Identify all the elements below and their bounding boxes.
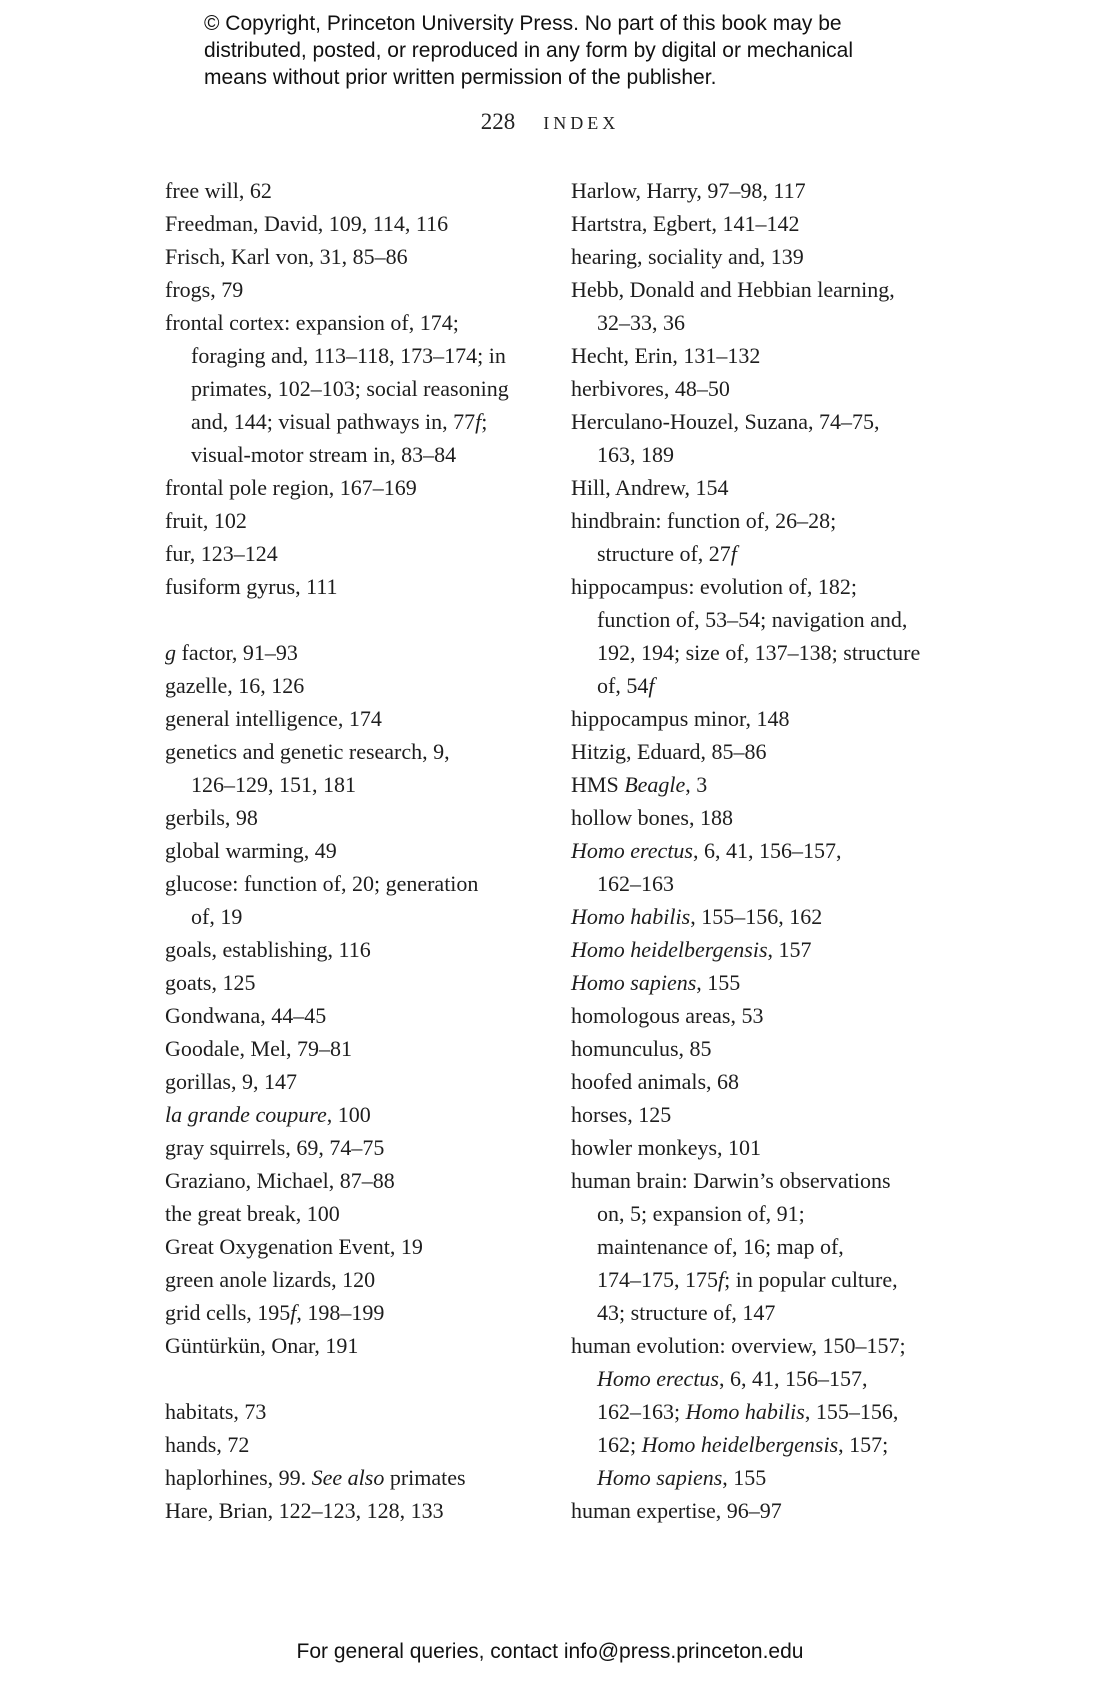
index-entry: Gondwana, 44–45 [165, 1003, 327, 1028]
index-entry: hands, 72 [165, 1432, 250, 1457]
index-entry: human evolution: overview, 150–157; Homo erectus, 6, 41, 156–157, 162–163; Homo habilis, 155–156, 162; Homo heidelbergensis, 157; Homo sapiens, 155 [571, 1333, 906, 1490]
copyright-line: distributed, posted, or reproduced in any form by digital or mechanical [204, 39, 854, 62]
index-entry: fusiform gyrus, 111 [165, 574, 338, 599]
copyright-line: © Copyright, Princeton University Press. No part of this book may be [204, 12, 842, 35]
index-entry: fruit, 102 [165, 508, 247, 533]
index-entry: glucose: function of, 20; generation of, 19 [165, 871, 479, 929]
index-entry: homologous areas, 53 [571, 1003, 764, 1028]
page-number: 228 [480, 109, 516, 134]
running-head [0, 109, 1100, 135]
index-entry: Homo sapiens, 155 [571, 970, 741, 995]
index-entry: free will, 62 [165, 178, 272, 203]
index-entry: Güntürkün, Onar, 191 [165, 1333, 359, 1358]
index-entry: Homo habilis, 155–156, 162 [571, 904, 823, 929]
index-entry: frogs, 79 [165, 277, 244, 302]
page-title: INDEX [543, 113, 620, 133]
index-entry: Herculano-Houzel, Suzana, 74–75, 163, 189 [571, 409, 880, 467]
index-entry: Hecht, Erin, 131–132 [571, 343, 761, 368]
index-entry: gray squirrels, 69, 74–75 [165, 1135, 385, 1160]
index-entry: gorillas, 9, 147 [165, 1069, 297, 1094]
index-entry: hearing, sociality and, 139 [571, 244, 804, 269]
index-entry: hollow bones, 188 [571, 805, 733, 830]
index-entry: hoofed animals, 68 [571, 1069, 740, 1094]
index-entry: Goodale, Mel, 79–81 [165, 1036, 352, 1061]
index-entry: Hartstra, Egbert, 141–142 [571, 211, 800, 236]
index-entry: Hare, Brian, 122–123, 128, 133 [165, 1498, 444, 1523]
index-entry: frontal cortex: expansion of, 174; foraging and, 113–118, 173–174; in primates, 102–103; social reasoning and, 144; visual pathways in, 77f; visual-motor stream in, 83–84 [165, 310, 509, 467]
section-gap [165, 603, 545, 636]
index-entry: herbivores, 48–50 [571, 376, 730, 401]
index-entry: human brain: Darwin’s observations on, 5; expansion of, 91; maintenance of, 16; map of, 174–175, 175f; in popular culture, 43; structure of, 147 [571, 1168, 898, 1325]
index-entry: the great break, 100 [165, 1201, 340, 1226]
index-column-right [571, 174, 951, 1527]
index-entry: genetics and genetic research, 9, 126–129, 151, 181 [165, 739, 450, 797]
index-entry: HMS Beagle, 3 [571, 772, 708, 797]
index-entry: Frisch, Karl von, 31, 85–86 [165, 244, 408, 269]
index-entry: grid cells, 195f, 198–199 [165, 1300, 385, 1325]
footer-contact: For general queries, contact info@press.princeton.edu [296, 1640, 804, 1663]
copyright-notice [204, 10, 964, 91]
index-entry: fur, 123–124 [165, 541, 278, 566]
index-entry: gerbils, 98 [165, 805, 258, 830]
index-entry: hindbrain: function of, 26–28; structure of, 27f [571, 508, 837, 566]
index-entry: green anole lizards, 120 [165, 1267, 376, 1292]
index-entry: g factor, 91–93 [165, 640, 298, 665]
index-entry: Hitzig, Eduard, 85–86 [571, 739, 767, 764]
index-entry: hippocampus minor, 148 [571, 706, 790, 731]
index-entry: Hebb, Donald and Hebbian learning, 32–33, 36 [571, 277, 895, 335]
index-entry: global warming, 49 [165, 838, 337, 863]
index-entry: Freedman, David, 109, 114, 116 [165, 211, 449, 236]
index-entry: Homo erectus, 6, 41, 156–157, 162–163 [571, 838, 842, 896]
index-entry: howler monkeys, 101 [571, 1135, 762, 1160]
index-entry: hippocampus: evolution of, 182; function of, 53–54; navigation and, 192, 194; size of, 137–138; structure of, 54f [571, 574, 921, 698]
index-entry: homunculus, 85 [571, 1036, 712, 1061]
index-entry: goats, 125 [165, 970, 256, 995]
index-entry: gazelle, 16, 126 [165, 673, 305, 698]
index-entry: Graziano, Michael, 87–88 [165, 1168, 395, 1193]
index-entry: Homo heidelbergensis, 157 [571, 937, 812, 962]
index-entry: frontal pole region, 167–169 [165, 475, 417, 500]
index-entry: Hill, Andrew, 154 [571, 475, 729, 500]
index-entry: human expertise, 96–97 [571, 1498, 782, 1523]
index-entry: goals, establishing, 116 [165, 937, 371, 962]
index-entry: Harlow, Harry, 97–98, 117 [571, 178, 806, 203]
index-column-left [165, 174, 545, 1527]
index-entry: general intelligence, 174 [165, 706, 382, 731]
copyright-line: means without prior written permission of the publisher. [204, 66, 717, 89]
index-entry: la grande coupure, 100 [165, 1102, 371, 1127]
index-entry: haplorhines, 99. See also primates [165, 1465, 466, 1490]
index-entry: horses, 125 [571, 1102, 672, 1127]
section-gap [165, 1362, 545, 1395]
index-entry: Great Oxygenation Event, 19 [165, 1234, 423, 1259]
index-entry: habitats, 73 [165, 1399, 267, 1424]
